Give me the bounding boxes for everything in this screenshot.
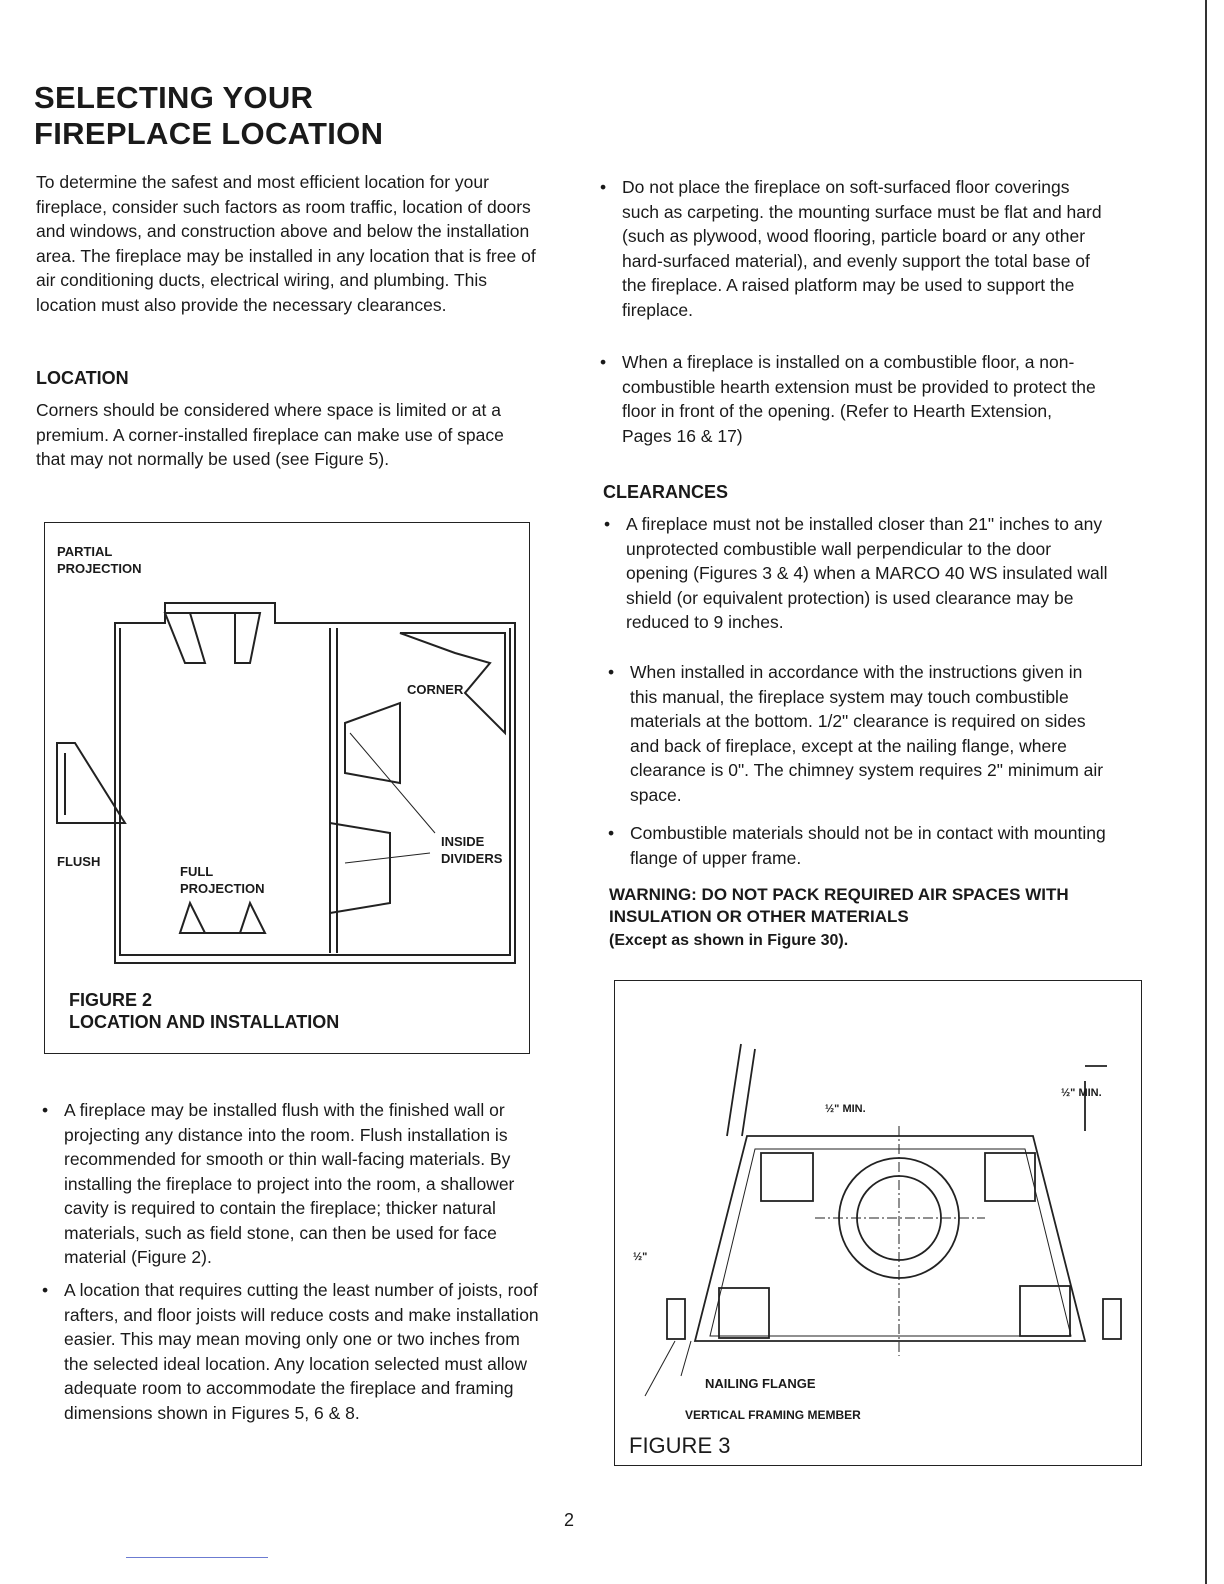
label-full-projection: FULL PROJECTION — [180, 864, 265, 896]
caption-number: FIGURE 2 — [69, 990, 153, 1010]
figure-3-caption: FIGURE 3 — [629, 1433, 731, 1458]
bullet-clearance-half-inch: • When installed in accordance with the instructions given in this manual, the fireplace system may touch combustible materials at the bottom. 1/2" clearance is required on sides and back of fireplace, except at the nailing flange, where clearance is 0". The chimney system requires 2" minimum air space. — [608, 660, 1112, 807]
location-heading: LOCATION — [36, 368, 129, 388]
fireplace-top-view-diagram — [615, 981, 1141, 1465]
divider-line — [126, 1557, 268, 1558]
title-line-1: SELECTING YOUR — [34, 80, 314, 115]
intro-paragraph: To determine the safest and most efficient location for your fireplace, consider such factors as room traffic, location of doors and windows, and construction above and below the installation area. The fireplace may be installed in any location that is free of air conditioning ducts, electrical wiring, and plumbing. This location must also provide the necessary clearances. — [36, 172, 536, 315]
figure-2-caption — [69, 989, 339, 1033]
label-half-min-left: ½" MIN. — [825, 1103, 866, 1115]
page-edge — [1205, 0, 1207, 1584]
label-inside-dividers: INSIDE DIVIDERS — [441, 834, 503, 866]
figure-2 — [44, 522, 530, 1054]
label-vertical-framing-member: VERTICAL FRAMING MEMBER — [685, 1408, 861, 1422]
label-flush: FLUSH — [57, 854, 101, 869]
label-nailing-flange: NAILING FLANGE — [705, 1376, 816, 1391]
page-number: 2 — [564, 1510, 575, 1530]
label-half-min-right: ½" MIN. — [1061, 1087, 1102, 1099]
label-half-inch: ½" — [633, 1251, 648, 1263]
bullet-floor-surface: • Do not place the fireplace on soft-surfaced floor coverings such as carpeting. the mounting surface must be flat and hard (such as plywood, wood flooring, particle board or any other hard-surfaced material), and evenly support the total base of the fireplace. A raised platform may be used to support the fireplace. — [600, 175, 1102, 322]
page-title — [34, 80, 383, 152]
bullet-location-cost: • A location that requires cutting the least number of joists, roof rafters, and floor joists will reduce costs and make installation easier. This may mean moving only one or two inches from the selected ideal location. Any location selected must allow adequate room to accommodate the fireplace and framing dimensions shown in Figures 5, 6 & 8. — [42, 1278, 540, 1425]
warning-text: WARNING: DO NOT PACK REQUIRED AIR SPACES WITH INSULATION OR OTHER MATERIALS — [609, 885, 1069, 926]
bullet-flange-contact: • Combustible materials should not be in contact with mounting flange of upper frame. — [608, 821, 1130, 870]
label-corner: CORNER — [407, 682, 464, 697]
title-line-2: FIREPLACE LOCATION — [34, 116, 384, 151]
figure-3 — [614, 980, 1142, 1466]
bullet-flush-install: • A fireplace may be installed flush with the finished wall or projecting any distance into the room. Flush installation is recommended for smooth or thin wall-facing materials. By installing the fireplace to project into the room, a shallower cavity is required to contain the fireplace; thicker natural materials, such as field stone, can then be used for face material (Figure 2). — [42, 1098, 540, 1270]
location-paragraph: Corners should be considered where space is limited or at a premium. A corner-installed fireplace can make use of space that may not normally be used (see Figure 5). — [36, 400, 504, 469]
floor-plan-diagram — [45, 523, 529, 1053]
bullet-clearance-21in: • A fireplace must not be installed closer than 21" inches to any unprotected combustible wall perpendicular to the door opening (Figures 3 & 4) when a MARCO 40 WS insulated wall shield (or equivalent protection) is used clearance may be reduced to 9 inches. — [604, 512, 1108, 635]
bullet-hearth-extension: • When a fireplace is installed on a combustible floor, a non-combustible hearth extension must be provided to protect the floor in front of the opening. (Refer to Hearth Extension, Pages 16 & 17) — [600, 350, 1102, 448]
clearances-heading: CLEARANCES — [603, 482, 729, 502]
label-partial-projection: PARTIAL PROJECTION — [57, 544, 142, 576]
warning-note: (Except as shown in Figure 30). — [609, 932, 849, 949]
caption-title: LOCATION AND INSTALLATION — [69, 1012, 340, 1032]
